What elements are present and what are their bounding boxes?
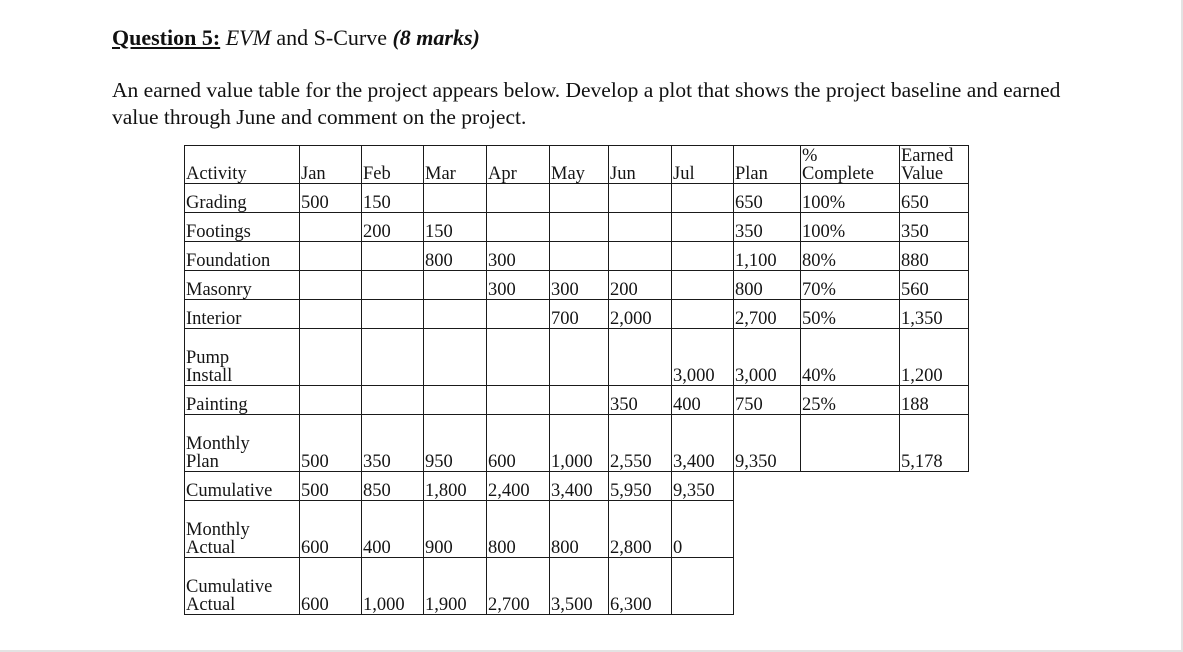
percent-complete-cell: 80% <box>801 242 900 271</box>
header-percent-line: % <box>802 146 818 166</box>
month-cell <box>300 386 362 415</box>
plan-cell: 800 <box>734 271 801 300</box>
header-percent-complete <box>801 146 900 184</box>
summary-row-label <box>185 472 300 501</box>
activity-row-label-line: Install <box>186 366 233 386</box>
month-cell <box>550 213 609 242</box>
earned-value-cell: 5,178 <box>900 415 969 472</box>
activity-row-label <box>185 329 300 386</box>
month-cell: 2,800 <box>609 501 672 558</box>
activity-row <box>185 271 969 300</box>
month-cell <box>424 300 487 329</box>
month-cell: 200 <box>362 213 424 242</box>
month-cell: 800 <box>487 501 550 558</box>
month-cell: 2,700 <box>487 558 550 615</box>
earned-value-cell <box>900 472 969 501</box>
question-instructions: An earned value table for the project appears below. Develop a plot that shows the project baseline and earned value through June and comment on the project. <box>112 78 1061 129</box>
activity-row-label-line: Painting <box>186 395 248 415</box>
plan-cell: 9,350 <box>734 415 801 472</box>
header-earned-value <box>900 146 969 184</box>
month-cell: 9,350 <box>672 472 734 501</box>
header-row <box>185 146 969 184</box>
header-earned-line: Value <box>901 164 944 184</box>
month-cell: 150 <box>424 213 487 242</box>
month-cell <box>609 184 672 213</box>
month-cell <box>300 271 362 300</box>
activity-row-label-line: Masonry <box>186 280 252 300</box>
month-cell <box>672 213 734 242</box>
month-cell <box>609 329 672 386</box>
activity-row-label-line: Foundation <box>186 251 271 271</box>
activity-row-label <box>185 386 300 415</box>
plan-cell: 350 <box>734 213 801 242</box>
month-cell <box>300 213 362 242</box>
month-cell <box>487 386 550 415</box>
month-cell <box>550 242 609 271</box>
question-topic: EVM <box>225 25 271 50</box>
plan-cell: 650 <box>734 184 801 213</box>
earned-value-cell <box>900 501 969 558</box>
month-cell <box>362 300 424 329</box>
summary-row-label <box>185 558 300 615</box>
header-earned-line: Earned <box>901 146 954 166</box>
earned-value-table <box>184 145 969 615</box>
activity-row <box>185 184 969 213</box>
month-cell <box>550 386 609 415</box>
month-cell: 5,950 <box>609 472 672 501</box>
month-cell: 3,400 <box>550 472 609 501</box>
summary-row-label-line: Actual <box>186 538 236 558</box>
month-cell <box>424 184 487 213</box>
activity-row-label-line: Footings <box>186 222 251 242</box>
activity-row-label <box>185 300 300 329</box>
summary-row-label-line: Monthly <box>186 434 250 454</box>
earned-value-cell: 880 <box>900 242 969 271</box>
header-percent-line: Complete <box>802 164 874 184</box>
month-cell: 500 <box>300 415 362 472</box>
month-cell: 800 <box>424 242 487 271</box>
month-cell <box>300 300 362 329</box>
month-cell <box>487 184 550 213</box>
earned-value-cell: 188 <box>900 386 969 415</box>
month-cell: 500 <box>300 184 362 213</box>
percent-complete-cell <box>801 501 900 558</box>
earned-value-cell: 1,200 <box>900 329 969 386</box>
month-cell <box>300 242 362 271</box>
summary-row-label-line: Cumulative <box>186 481 273 501</box>
percent-complete-cell <box>801 472 900 501</box>
plan-cell: 2,700 <box>734 300 801 329</box>
percent-complete-cell: 70% <box>801 271 900 300</box>
month-cell: 300 <box>487 271 550 300</box>
month-cell <box>362 271 424 300</box>
month-cell <box>487 213 550 242</box>
month-cell: 0 <box>672 501 734 558</box>
month-cell <box>487 300 550 329</box>
header-month: May <box>550 146 609 184</box>
plan-cell: 3,000 <box>734 329 801 386</box>
summary-row-label-line: Monthly <box>186 520 250 540</box>
month-cell: 3,500 <box>550 558 609 615</box>
month-cell <box>672 242 734 271</box>
month-cell <box>300 329 362 386</box>
month-cell: 600 <box>300 501 362 558</box>
activity-row-label-line: Pump <box>186 348 230 368</box>
activity-row <box>185 242 969 271</box>
header-activity: Activity <box>185 146 300 184</box>
earned-value-cell: 650 <box>900 184 969 213</box>
month-cell: 300 <box>550 271 609 300</box>
month-cell <box>609 213 672 242</box>
month-cell <box>487 329 550 386</box>
month-cell: 350 <box>362 415 424 472</box>
summary-row-label-line: Actual <box>186 595 236 615</box>
activity-row-label <box>185 184 300 213</box>
month-cell: 900 <box>424 501 487 558</box>
month-cell: 500 <box>300 472 362 501</box>
header-month: Jul <box>672 146 734 184</box>
summary-row <box>185 472 969 501</box>
month-cell <box>672 300 734 329</box>
month-cell: 600 <box>487 415 550 472</box>
month-cell <box>672 558 734 615</box>
activity-row-label-line: Interior <box>186 309 242 329</box>
month-cell: 400 <box>672 386 734 415</box>
month-cell: 200 <box>609 271 672 300</box>
summary-row-label <box>185 501 300 558</box>
month-cell <box>672 184 734 213</box>
header-plan: Plan <box>734 146 801 184</box>
activity-row <box>185 386 969 415</box>
month-cell <box>672 271 734 300</box>
percent-complete-cell <box>801 558 900 615</box>
plan-cell: 1,100 <box>734 242 801 271</box>
activity-row <box>185 329 969 386</box>
question-marks: (8 marks) <box>392 25 480 50</box>
summary-row-label <box>185 415 300 472</box>
earned-value-cell: 1,350 <box>900 300 969 329</box>
plan-cell: 750 <box>734 386 801 415</box>
earned-value-cell <box>900 558 969 615</box>
header-month: Jan <box>300 146 362 184</box>
month-cell: 1,800 <box>424 472 487 501</box>
summary-row-label-line: Plan <box>186 452 219 472</box>
activity-row-label <box>185 271 300 300</box>
month-cell <box>550 184 609 213</box>
month-cell: 6,300 <box>609 558 672 615</box>
month-cell: 300 <box>487 242 550 271</box>
question-heading <box>112 24 480 52</box>
activity-row-label-line: Grading <box>186 193 247 213</box>
percent-complete-cell <box>801 415 900 472</box>
month-cell: 700 <box>550 300 609 329</box>
month-cell: 1,000 <box>550 415 609 472</box>
month-cell: 950 <box>424 415 487 472</box>
question-title: and S-Curve <box>276 25 387 50</box>
summary-row-label-line: Cumulative <box>186 577 273 597</box>
header-month: Apr <box>487 146 550 184</box>
month-cell: 1,900 <box>424 558 487 615</box>
month-cell: 2,550 <box>609 415 672 472</box>
activity-row <box>185 300 969 329</box>
percent-complete-cell: 25% <box>801 386 900 415</box>
plan-cell <box>734 501 801 558</box>
month-cell: 3,400 <box>672 415 734 472</box>
month-cell <box>550 329 609 386</box>
month-cell: 150 <box>362 184 424 213</box>
month-cell: 2,000 <box>609 300 672 329</box>
plan-cell <box>734 472 801 501</box>
month-cell: 800 <box>550 501 609 558</box>
header-month: Feb <box>362 146 424 184</box>
month-cell <box>609 242 672 271</box>
summary-row <box>185 501 969 558</box>
activity-row <box>185 213 969 242</box>
month-cell: 600 <box>300 558 362 615</box>
month-cell <box>362 329 424 386</box>
summary-row <box>185 558 969 615</box>
month-cell <box>424 386 487 415</box>
percent-complete-cell: 40% <box>801 329 900 386</box>
month-cell: 2,400 <box>487 472 550 501</box>
plan-cell <box>734 558 801 615</box>
header-month: Jun <box>609 146 672 184</box>
earned-value-cell: 350 <box>900 213 969 242</box>
month-cell: 350 <box>609 386 672 415</box>
month-cell: 3,000 <box>672 329 734 386</box>
summary-row <box>185 415 969 472</box>
month-cell <box>362 242 424 271</box>
question-number: Question 5: <box>112 25 221 50</box>
month-cell: 850 <box>362 472 424 501</box>
activity-row-label <box>185 213 300 242</box>
month-cell: 400 <box>362 501 424 558</box>
header-month: Mar <box>424 146 487 184</box>
month-cell <box>424 329 487 386</box>
month-cell <box>362 386 424 415</box>
activity-row-label <box>185 242 300 271</box>
percent-complete-cell: 100% <box>801 184 900 213</box>
earned-value-cell: 560 <box>900 271 969 300</box>
month-cell <box>424 271 487 300</box>
percent-complete-cell: 100% <box>801 213 900 242</box>
month-cell: 1,000 <box>362 558 424 615</box>
percent-complete-cell: 50% <box>801 300 900 329</box>
